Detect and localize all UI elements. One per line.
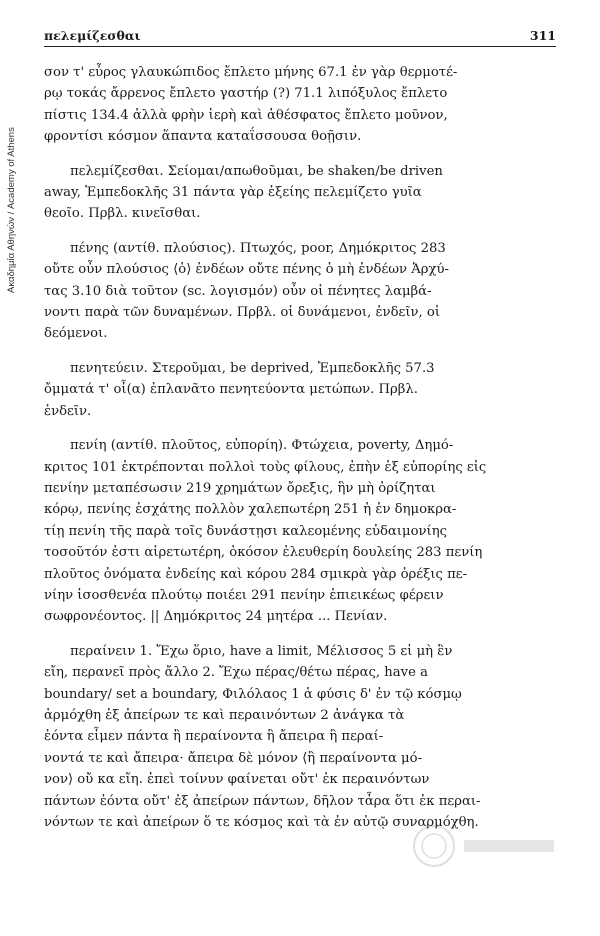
text-line: boundary/ set a boundary, Φιλόλαος 1 ἁ φύσις δ' ἐν τῷ κόσμῳ xyxy=(44,686,462,702)
text-line: νίην ἰσοσθενέα πλούτῳ ποιέει 291 πενίην ἐπιεικέως φέρειν xyxy=(44,587,444,603)
running-headword: πελεμίζεσθαι xyxy=(44,28,141,43)
text-line: σωφρονέοντος. || Δημόκριτος 24 μητέρα ... Πενίαν. xyxy=(44,609,388,625)
continued-entry xyxy=(44,62,562,148)
faded-stamp-icon xyxy=(410,822,560,870)
text-line: σον τ' εὖρος γλαυκώπιδος ἔπλετο μήνης 67.1 ἐν γὰρ θερμοτέ- xyxy=(44,65,458,80)
text-line: τοσοῦτόν ἐστι αἱρετωτέρη, ὁκόσον ἐλευθερίη δουλείης 283 πενίη xyxy=(44,545,483,561)
text-line: τίῃ πενίη τῆς παρὰ τοῖς δυνάστῃσι καλεομένης εὐδαιμονίης xyxy=(44,523,447,539)
text-line: δεόμενοι. xyxy=(44,326,108,342)
page-header xyxy=(44,26,556,47)
text-line: πενίην μεταπέσωσιν 219 χρημάτων ὄρεξις, ἣν μὴ ὁρίζηται xyxy=(44,480,436,496)
entry-penes xyxy=(44,238,562,345)
text-line: away, Ἐμπεδοκλῆς 31 πάντα γὰρ ἑξείης πελεμίζετο γυῖα xyxy=(44,185,422,201)
text-line: εἴη, περανεῖ πρὸς ἄλλο 2. Ἔχω πέρας/θέτω πέρας, have a xyxy=(44,665,428,681)
text-line: ρῳ τοκάς ἄρρενος ἔπλετο γαστήρ (?) 71.1 λιπόξυλος ἔπλετο xyxy=(44,86,448,102)
text-line: πλοῦτος ὀνόματα ἐνδείης καὶ κόρου 284 σμικρὰ γὰρ ὀρέξις πε- xyxy=(44,566,468,582)
text-line: πάντων ἐόντα οὔτ' ἐξ ἀπείρων πάντων, δῆλον τἆρα ὅτι ἐκ περαι- xyxy=(44,793,481,809)
text-line: οὔτε οὖν πλούσιος ⟨ὁ⟩ ἐνδέων οὔτε πένης ὁ μὴ ἐνδέων Ἀρχύ- xyxy=(44,262,449,278)
text-line: πίστις 134.4 ἀλλὰ φρὴν ἱερὴ καὶ ἀθέσφατος ἔπλετο μοῦνον, xyxy=(44,107,448,123)
dictionary-content xyxy=(44,62,562,846)
entry-first-line: πενητεύειν. Στεροῦμαι, be deprived, Ἐμπεδοκλῆς 57.3 xyxy=(70,360,435,376)
text-line: νοντι παρὰ τῶν δυναμένων. Πρβλ. οἱ δυνάμενοι, ἐνδεῖν, οἱ xyxy=(44,305,441,321)
entry-peneteuein xyxy=(44,358,562,422)
text-line: κόρῳ, πενίης ἐσχάτης πολλὸν χαλεπωτέρη 251 ἡ ἐν δημοκρα- xyxy=(44,502,457,518)
entry-first-line: περαίνειν 1. Ἔχω ὅριο, have a limit, Μέλισσος 5 εἰ μὴ ἓν xyxy=(70,643,453,659)
academy-watermark: Ακαδημία Αθηνών / Academy of Athens xyxy=(6,127,17,293)
text-line: νόντων τε καὶ ἀπείρων ὅ τε κόσμος καὶ τὰ ἐν αὐτῷ συναρμόχθη. xyxy=(44,815,479,830)
entry-perainein xyxy=(44,641,562,834)
text-line: ἁρμόχθη ἐξ ἀπείρων τε καὶ περαινόντων 2 ἀνάγκα τὰ xyxy=(44,707,405,723)
text-line: ἐόντα εἶμεν πάντα ἢ περαίνοντα ἢ ἄπειρα ἢ περαί- xyxy=(44,729,384,745)
entry-first-line: πελεμίζεσθαι. Σείομαι/απωθοῦμαι, be shaken/be driven xyxy=(70,163,443,179)
text-line: νον⟩ οὔ κα εἴη. ἐπεὶ τοίνυν φαίνεται οὔτ' ἐκ περαινόντων xyxy=(44,772,430,788)
text-line: τας 3.10 διὰ τοῦτον (sc. λογισμόν) οὖν οἱ πένητες λαμβά- xyxy=(44,283,432,299)
entry-first-line: πενίη (αντίθ. πλοῦτος, εὐπορίη). Φτώχεια, poverty, Δημό- xyxy=(70,438,454,454)
text-line: θεοῖο. Πρβλ. κινεῖσθαι. xyxy=(44,206,201,222)
text-line: φροντίσι κόσμον ἅπαντα καταΐσσουσα θοῇσιν. xyxy=(44,129,362,145)
page-number: 311 xyxy=(529,28,556,43)
entry-first-line: πένης (αντίθ. πλούσιος). Πτωχός, poor, Δημόκριτος 283 xyxy=(70,240,446,256)
text-line: νοντά τε καὶ ἄπειρα· ἄπειρα δὲ μόνον ⟨ἢ περαίνοντα μό- xyxy=(44,750,423,766)
entry-pelemizesthai xyxy=(44,161,562,225)
text-line: ὄμματά τ' οἶ(α) ἐπλανᾶτο πενητεύοντα μετώπων. Πρβλ. xyxy=(44,382,418,398)
text-line: ἐνδεῖν. xyxy=(44,403,92,419)
text-line: κριτος 101 ἐκτρέπονται πολλοὶ τοὺς φίλους, ἐπὴν ἐξ εὐπορίης εἰς xyxy=(44,459,487,475)
entry-penie xyxy=(44,435,562,628)
